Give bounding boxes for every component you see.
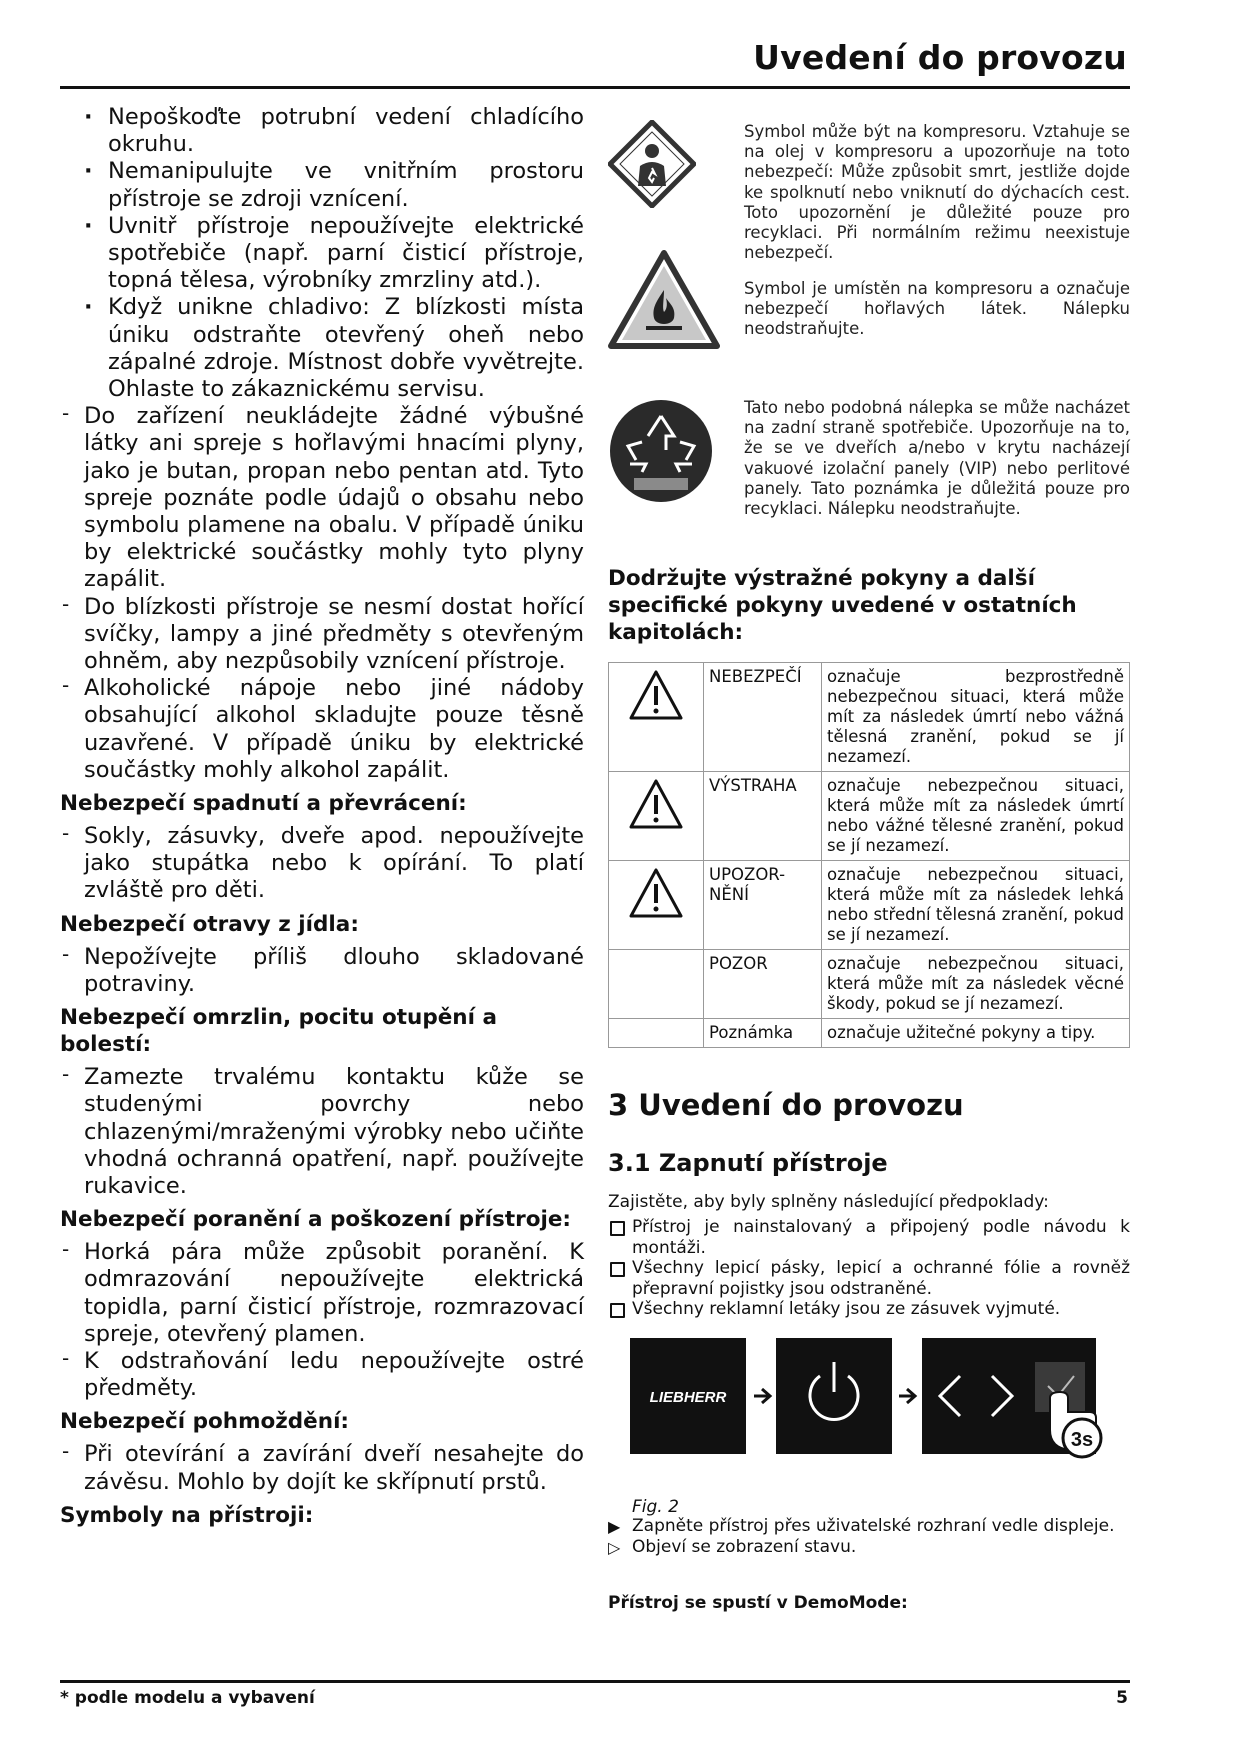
signal-level: NEBEZPEČÍ bbox=[704, 663, 822, 772]
heading-food: Nebezpečí otravy z jídla: bbox=[60, 911, 359, 937]
page-header-title: Uvedení do provozu bbox=[753, 38, 1127, 77]
power-panel bbox=[776, 1338, 892, 1454]
signal-level: POZOR bbox=[704, 950, 822, 1019]
signal-description: označuje nebezpečnou situaci, která může mít za následek úmrtí nebo vážné tělesné zranění, pokud se jí nezamezí. bbox=[822, 772, 1130, 861]
svg-text:3s: 3s bbox=[1070, 1429, 1094, 1451]
liebherr-logo: LIEBHERR bbox=[649, 1389, 727, 1406]
arrow-right-icon bbox=[754, 1389, 770, 1403]
dash-list bbox=[60, 403, 584, 784]
warning-triangle-icon bbox=[628, 669, 684, 721]
sub-bullet-list bbox=[60, 104, 584, 403]
signal-description: označuje bezprostředně nebezpečnou situaci, která může mít za následek úmrtí nebo vážná tělesná zranění, pokud se jí nezamezí. bbox=[822, 663, 1130, 772]
signal-word-table bbox=[608, 662, 1130, 1048]
table-row bbox=[609, 861, 1130, 950]
list-item: - Horká pára může způsobit poranění. K odmrazování nepoužívejte elektrická topidla, parní čisticí přístroje, rozmrazovací spreje, otevřený plamen. bbox=[60, 1239, 584, 1348]
flammable-icon bbox=[608, 250, 720, 350]
footer-note: * podle modelu a vybavení bbox=[60, 1688, 315, 1708]
action-arrow-icon: ▶ bbox=[608, 1517, 621, 1536]
checklist-item: Přístroj je nainstalovaný a připojený podle návodu k montáži. bbox=[608, 1217, 1130, 1258]
header-rule bbox=[60, 86, 1130, 89]
table-row bbox=[609, 950, 1130, 1019]
result-arrow-icon: ▷ bbox=[608, 1538, 621, 1557]
list-item: - Do zařízení neukládejte žádné výbušné látky ani spreje s hořlavými hnacími plyny, jako je butan, propan nebo pentan atd. Tyto spreje poznáte podle údajů o obsahu nebo symbolu plamene na obalu. V případě úniku by elektrické součástky mohly tyto plyny zapálit. bbox=[60, 403, 584, 593]
checkbox-icon bbox=[610, 1221, 625, 1236]
figure-startup-sequence bbox=[630, 1338, 1140, 1468]
table-row bbox=[609, 1019, 1130, 1048]
section-3-1-title: 3.1 Zapnutí přístroje bbox=[608, 1149, 888, 1177]
list-item: - Sokly, zásuvky, dveře apod. nepoužívejte jako stupátka nebo k opírání. To platí zvláště pro děti. bbox=[60, 823, 584, 905]
list-item: · Nepoškoďte potrubní vedení chladícího okruhu. bbox=[60, 104, 584, 158]
heading-fall: Nebezpečí spadnutí a převrácení: bbox=[60, 791, 467, 817]
checklist-item: Všechny reklamní letáky jsou ze zásuvek vyjmuté. bbox=[608, 1299, 1130, 1320]
table-cell bbox=[609, 772, 704, 861]
arrow-right-icon bbox=[899, 1389, 915, 1403]
signal-level: Poznámka bbox=[704, 1019, 822, 1048]
action-step: ▶ Zapněte přístroj přes uživatelské rozhraní vedle displeje. bbox=[608, 1516, 1115, 1536]
list-item: - K odstraňování ledu nepoužívejte ostré předměty. bbox=[60, 1348, 584, 1402]
list-item: · Nemanipulujte ve vnitřním prostoru přístroje se zdroji vznícení. bbox=[60, 158, 584, 212]
table-cell bbox=[609, 663, 704, 772]
prerequisites-list bbox=[608, 1217, 1130, 1320]
list-item: - Do blízkosti přístroje se nesmí dostat hořící svíčky, lampy a jiné předměty s otevřeným ohněm, aby nezpůsobily vznícení přístroje. bbox=[60, 594, 584, 676]
heading-cold: Nebezpečí omrzlin, pocitu otupění a bolestí: bbox=[60, 1005, 497, 1058]
signal-level: VÝSTRAHA bbox=[704, 772, 822, 861]
symbol-text: Symbol je umístěn na kompresoru a označuje nebezpečí hořlavých látek. Nálepku neodstraňujte. bbox=[744, 279, 1130, 339]
list-item: - Zamezte trvalému kontaktu kůže se studenými povrchy nebo chlazenými/mraženými výrobky nebo učiňte vhodná ochranná opatření, např. používejte rukavice. bbox=[60, 1064, 584, 1200]
footer-rule bbox=[60, 1680, 1130, 1683]
table-cell bbox=[609, 861, 704, 950]
left-column bbox=[60, 104, 584, 1535]
result-step: ▷ Objeví se zobrazení stavu. bbox=[608, 1537, 857, 1557]
table-cell bbox=[609, 1019, 704, 1048]
signal-description: označuje užitečné pokyny a tipy. bbox=[822, 1019, 1130, 1048]
section-3-title: 3 Uvedení do provozu bbox=[608, 1088, 964, 1122]
demo-mode-heading: Přístroj se spustí v DemoMode: bbox=[608, 1593, 908, 1613]
steps-list bbox=[608, 1516, 1130, 1558]
warning-triangle-icon bbox=[628, 867, 684, 919]
list-item: - Nepožívejte příliš dlouho skladované potraviny. bbox=[60, 944, 584, 998]
signal-description: označuje nebezpečnou situaci, která může mít za následek lehká nebo střední tělesná zranění, pokud se jí nezamezí. bbox=[822, 861, 1130, 950]
table-cell bbox=[609, 950, 704, 1019]
recycle-vip-icon bbox=[608, 398, 714, 504]
warning-triangle-icon bbox=[628, 778, 684, 830]
list-item: · Uvnitř přístroje nepoužívejte elektrické spotřebiče (např. parní čisticí přístroje, topná tělesa, výrobníky zmrzliny atd.). bbox=[60, 213, 584, 295]
checkbox-icon bbox=[610, 1303, 625, 1318]
list-item: - Alkoholické nápoje nebo jiné nádoby obsahující alkohol skladujte pouze těsně uzavřené. V případě úniku by elektrické součástky mohly alkohol zapálit. bbox=[60, 675, 584, 784]
page-number: 5 bbox=[1116, 1688, 1128, 1708]
heading-symbols: Symboly na přístroji: bbox=[60, 1502, 314, 1528]
prerequisites-intro: Zajistěte, aby byly splněny následující předpoklady: bbox=[608, 1192, 1049, 1212]
heading-injury: Nebezpečí poranění a poškození přístroje: bbox=[60, 1207, 572, 1233]
health-hazard-icon bbox=[608, 120, 696, 208]
list-item: · Když unikne chladivo: Z blízkosti místa úniku odstraňte otevřený oheň nebo zápalné zdroje. Místnost dobře vyvětrejte. Ohlaste to zákaznickému servisu. bbox=[60, 294, 584, 403]
table-row bbox=[609, 663, 1130, 772]
symbol-text: Symbol může být na kompresoru. Vztahuje se na olej v kompresoru a upozorňuje na toto nebezpečí: Může způsobit smrt, jestliže dojde ke spolknutí nebo vniknutí do dýchacích cest. Toto upozornění je důležité pouze pro recyklaci. Při normálním režimu neexistuje nebezpečí. bbox=[744, 122, 1130, 263]
table-row bbox=[609, 772, 1130, 861]
heading-bruise: Nebezpečí pohmoždění: bbox=[60, 1409, 350, 1435]
list-item: - Při otevírání a zavírání dveří nesahejte do závěsu. Mohlo by dojít ke skřípnutí prstů. bbox=[60, 1441, 584, 1495]
symbol-text: Tato nebo podobná nálepka se může nacházet na zadní straně spotřebiče. Upozorňuje na to, že se ve dveřích a/nebo v krytu nacházejí vakuové izolační panely (VIP) nebo perlitové panely. Tato poznámka je důležitá pouze pro recyklaci. Nálepku neodstraňujte. bbox=[744, 398, 1130, 519]
checkbox-icon bbox=[610, 1262, 625, 1277]
signal-level: UPOZOR- NĚNÍ bbox=[704, 861, 822, 950]
signal-description: označuje nebezpečnou situaci, která může mít za následek věcné škody, pokud se jí nezamezí. bbox=[822, 950, 1130, 1019]
figure-caption: Fig. 2 bbox=[632, 1497, 679, 1517]
checklist-item: Všechny lepicí pásky, lepicí a ochranné fólie a rovněž přepravní pojistky jsou odstraněné. bbox=[608, 1258, 1130, 1299]
warnings-heading: Dodržujte výstražné pokyny a další specifické pokyny uvedené v ostatních kapitolách: bbox=[608, 566, 1077, 645]
